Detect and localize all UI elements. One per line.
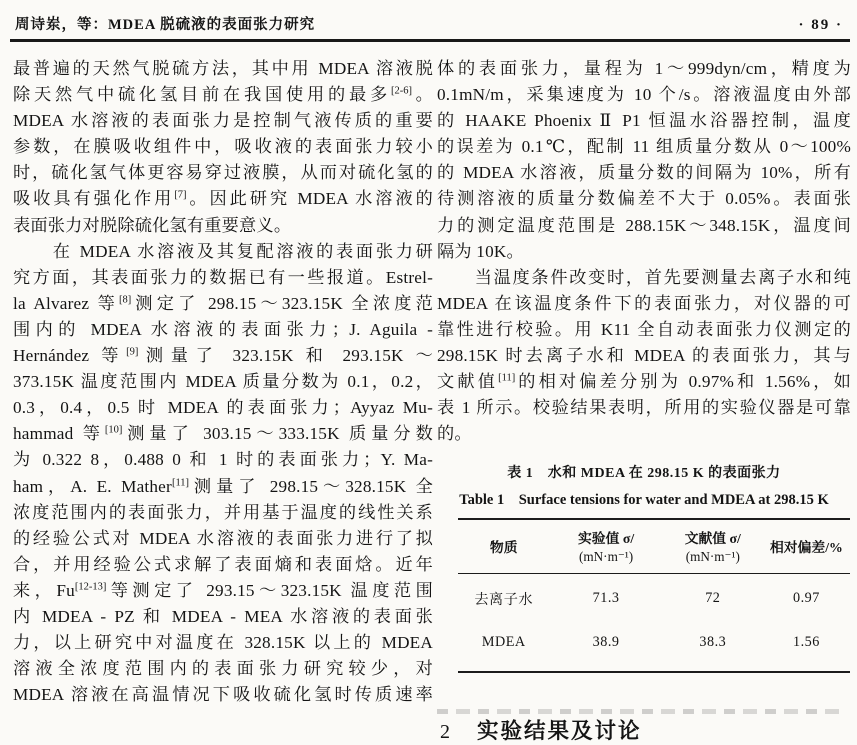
table-header-cell <box>549 527 662 565</box>
text-line: 时，硫化氢气体更容易穿过液膜，从而对硫化氢的 <box>13 163 433 183</box>
cell-literature-value: 38.3 <box>699 634 727 651</box>
text-line: 的 HAAKE Phoenix Ⅱ P1 恒温水浴器控制，温度 <box>437 111 851 131</box>
text-line: 内 MDEA - PZ 和 MDEA - MEA 水溶液的表面张 <box>13 606 433 626</box>
text-line: 待测溶液的质量分数偏差不大于 0.05%。表面张 <box>437 189 851 209</box>
text-line: 围内的 MDEA 水溶液的表面张力；J. Aguila - <box>13 319 433 339</box>
section-2-heading <box>437 714 851 745</box>
table1-caption-en: Table 1 Surface tensions for water and MDEA at 298.15 K <box>459 492 829 509</box>
left-column <box>13 56 433 708</box>
table-header-line1: 物质 <box>489 540 518 556</box>
text-line: 0.3，0.4，0.5 时 MDEA 的表面张力；Ayyaz Mu- <box>13 398 433 418</box>
table-header-line2: (mN·m⁻¹) <box>579 549 634 565</box>
text-line: 的。 <box>437 424 472 444</box>
text-line: 力，以上研究中对温度在 328.15K 以上的 MDEA <box>13 633 433 653</box>
table-row <box>458 624 850 661</box>
text-line: 表面张力对脱除硫化氢有重要意义。 <box>13 215 292 235</box>
paragraph-intro <box>13 56 433 239</box>
page-header <box>15 13 843 34</box>
running-head: 周诗岽，等：MDEA 脱硫液的表面张力研究 <box>15 17 316 33</box>
header-rule <box>10 39 850 42</box>
text-line: MDEA 在该温度条件下的表面张力，对仪器的可 <box>437 293 851 313</box>
section-number: 2 <box>440 721 450 744</box>
text-line: MDEA 水溶液的表面张力是控制气液传质的重要 <box>13 111 433 131</box>
cell-substance: 去离子水 <box>474 591 534 608</box>
table-header-line2: (mN·m⁻¹) <box>685 549 740 565</box>
cell-literature-value: 72 <box>705 590 721 607</box>
cell-substance: MDEA <box>481 634 526 651</box>
section-title: 实验结果及讨论 <box>477 719 642 744</box>
text-line: 究方面，其表面张力的数据已有一些报道。Estrel- <box>13 267 433 287</box>
text-line: 的误差为 0.1℃，配制 11 组质量分数从 0～100% <box>437 137 851 157</box>
text-line: 表 1 所示。校验结果表明，所用的实验仪器是可靠 <box>437 398 851 418</box>
table-header-cell <box>458 536 549 556</box>
cell-experimental-value: 71.3 <box>592 590 620 607</box>
text-line: 力的测定温度范围是 288.15K～348.15K，温度间 <box>437 215 851 235</box>
table-header-line1: 实验值 σ/ <box>577 531 635 547</box>
text-line: 隔为 10K。 <box>437 241 524 261</box>
table-header-line1: 相对偏差/% <box>770 540 843 556</box>
text-line: Hernández 等[9]测量了 323.15K 和 293.15K ～ <box>13 346 433 366</box>
cut-off-text-line <box>437 709 845 714</box>
table-header-line1: 文献值 σ/ <box>684 531 741 547</box>
table1 <box>458 518 850 673</box>
paragraph-calibration <box>437 265 851 448</box>
text-line: 的 MDEA 水溶液，质量分数的间隔为 10%，所有 <box>437 163 851 183</box>
page-number: · 89 · <box>798 17 843 33</box>
table1-body <box>458 574 850 671</box>
text-line: MDEA 溶液在高温情况下吸收硫化氢时传质速率 <box>13 685 433 705</box>
text-line: 最普遍的天然气脱硫方法，其中用 MDEA 溶液脱 <box>13 59 433 78</box>
paragraph-literature-review <box>13 239 433 709</box>
cell-experimental-value: 38.9 <box>592 634 620 651</box>
text-line: 在 MDEA 水溶液及其复配溶液的表面张力研 <box>13 241 433 261</box>
table-row <box>458 580 850 617</box>
table-header-cell <box>763 536 850 556</box>
text-line: 当温度条件改变时，首先要测量去离子水和纯 <box>437 267 851 287</box>
right-column <box>437 56 851 745</box>
text-line: 浓度范围内的表面张力，并用基于温度的线性关系 <box>13 502 433 522</box>
text-line: 吸收具有强化作用[7]。因此研究 MDEA 水溶液的 <box>13 189 433 209</box>
cell-relative-deviation: 1.56 <box>793 634 820 651</box>
table-header-cell <box>663 527 763 565</box>
text-line: 373.15K 温度范围内 MDEA 质量分数为 0.1，0.2， <box>13 372 433 392</box>
text-line: 的经验公式对 MDEA 水溶液的表面张力进行了拟 <box>13 528 433 548</box>
paragraph-instrument <box>437 56 851 265</box>
text-line: 298.15K 时去离子水和 MDEA 的表面张力，其与 <box>437 346 851 366</box>
cell-relative-deviation: 0.97 <box>793 590 820 607</box>
text-line: hammad 等[10]测量了 303.15～333.15K 质量分数 <box>13 424 433 444</box>
text-line: 0.1mN/m，采集速度为 10 个/s。溶液温度由外部 <box>437 85 851 105</box>
text-line: 合，并用经验公式求解了表面熵和表面焓。近年 <box>13 554 433 574</box>
text-line: 文献值[11]的相对偏差分别为 0.97%和 1.56%，如 <box>437 372 851 392</box>
text-line: 溶液全浓度范围内的表面张力研究较少，对 <box>13 659 433 679</box>
text-line: 为 0.322 8，0.488 0 和 1 时的表面张力；Y. Ma- <box>13 450 433 470</box>
text-line: la Alvarez 等[8]测定了 298.15～323.15K 全浓度范 <box>13 293 433 313</box>
text-line: 除天然气中硫化氢目前在我国使用的最多[2-6]。 <box>13 85 433 105</box>
text-line: 来，Fu[12-13]等测定了 293.15～323.15K 温度范围 <box>13 580 433 600</box>
text-line: 参数，在膜吸收组件中，吸收液的表面张力较小 <box>13 137 433 157</box>
table1-header-row <box>458 520 850 574</box>
text-line: 体的表面张力，量程为 1～999dyn/cm，精度为 <box>437 59 851 78</box>
table1-caption-zh: 表 1 水和 MDEA 在 298.15 K 的表面张力 <box>507 466 781 482</box>
text-line: ham，A. E. Mather[11]测量了 298.15～328.15K 全 <box>13 476 433 496</box>
text-line: 靠性进行校验。用 K11 全自动表面张力仪测定的 <box>437 319 851 339</box>
